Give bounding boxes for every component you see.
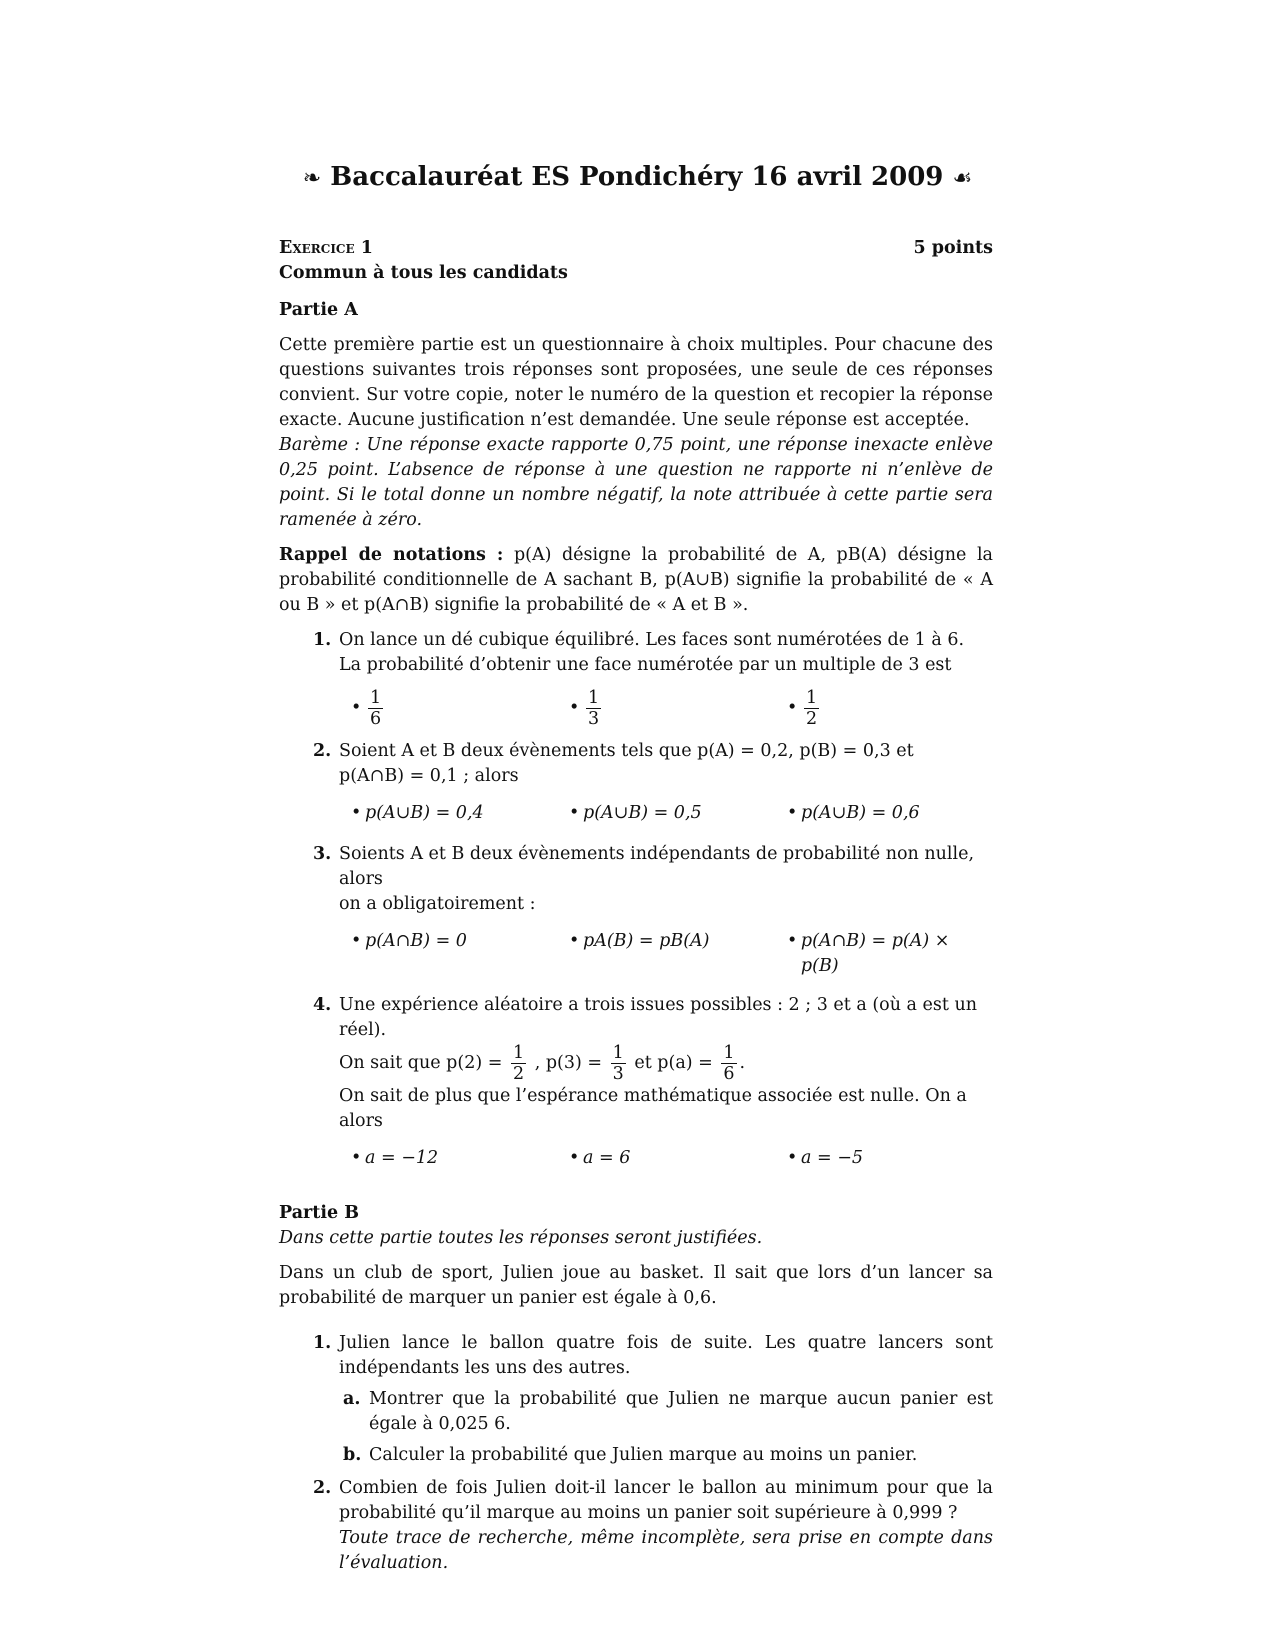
exercise-audience: Commun à tous les candidats bbox=[279, 263, 568, 283]
bullet-icon: • bbox=[569, 1148, 580, 1168]
options bbox=[339, 688, 993, 729]
partA-question-3 bbox=[279, 842, 993, 979]
question-line: p(A∩B) = 0,1 ; alors bbox=[339, 766, 519, 786]
option-text: p(A∪B) = 0,6 bbox=[801, 803, 920, 823]
exercise-points: 5 points bbox=[913, 238, 993, 258]
left-ornament-icon: ❧ bbox=[302, 166, 322, 191]
page-title bbox=[0, 162, 1275, 192]
option-text: a = 6 bbox=[583, 1148, 631, 1168]
option bbox=[775, 688, 993, 729]
fraction bbox=[804, 688, 819, 729]
line-segment: On sait que p(2) = bbox=[339, 1053, 503, 1073]
subquestion-a bbox=[339, 1387, 993, 1437]
exercise-label: Exercice 1 bbox=[279, 238, 373, 258]
partB-question-2 bbox=[279, 1476, 993, 1576]
partA-bareme: Barème : Une réponse exacte rapporte 0,75 point, une réponse inexacte enlève 0,25 point. L’absence de réponse à une question ne rapporte ni n’enlève de point. Si le total donne un nombre négatif, la note attribuée à cette partie sera ramenée à zéro. bbox=[279, 435, 993, 530]
rappel-text: p(A) désigne la probabilité de A, pB(A) désigne la probabilité conditionnelle de A sachant B, p(A∪B) signifie la probabilité de « A ou B » et p(A∩B) signifie la probabilité de « A et B ». bbox=[279, 545, 993, 615]
option bbox=[775, 1146, 993, 1171]
denominator: 2 bbox=[806, 709, 818, 729]
bullet-icon: • bbox=[787, 1148, 798, 1168]
denominator: 3 bbox=[612, 1064, 624, 1084]
question-number: 2. bbox=[313, 1478, 332, 1498]
denominator: 3 bbox=[588, 709, 600, 729]
rappel-label: Rappel de notations : bbox=[279, 545, 504, 565]
partB-note: Dans cette partie toutes les réponses seront justifiées. bbox=[279, 1228, 763, 1248]
question-number: 1. bbox=[313, 1333, 332, 1353]
question-line: On lance un dé cubique équilibré. Les faces sont numérotées de 1 à 6. bbox=[339, 630, 965, 650]
option-text: p(A∪B) = 0,5 bbox=[583, 803, 702, 823]
option-text: p(A∪B) = 0,4 bbox=[365, 803, 484, 823]
rappel-paragraph bbox=[279, 543, 993, 618]
subquestion-b bbox=[339, 1443, 993, 1468]
option bbox=[557, 929, 775, 954]
question-number: 4. bbox=[313, 995, 332, 1015]
subquestion-text: Montrer que la probabilité que Julien ne marque aucun panier est égale à 0,025 6. bbox=[369, 1389, 993, 1434]
bullet-icon: • bbox=[351, 803, 362, 823]
denominator: 6 bbox=[370, 709, 382, 729]
question-number: 3. bbox=[313, 844, 332, 864]
question-text: Julien lance le ballon quatre fois de suite. Les quatre lancers sont indépendants les uns des autres. bbox=[339, 1333, 993, 1378]
partA-question-1 bbox=[279, 628, 993, 729]
option bbox=[339, 929, 557, 954]
question-line: On sait de plus que l’espérance mathématique associée est nulle. On a alors bbox=[339, 1086, 967, 1131]
options bbox=[339, 1146, 993, 1171]
option bbox=[557, 801, 775, 826]
numerator: 1 bbox=[806, 688, 818, 708]
line-segment: et p(a) = bbox=[634, 1053, 713, 1073]
option bbox=[557, 1146, 775, 1171]
question-text: Combien de fois Julien doit-il lancer le ballon au minimum pour que la probabilité qu’il marque au moins un panier soit supérieure à 0,999 ? bbox=[339, 1478, 993, 1523]
subquestion-text: Calculer la probabilité que Julien marque au moins un panier. bbox=[369, 1445, 918, 1465]
partB-heading: Partie B bbox=[279, 1203, 359, 1223]
partA-question-4 bbox=[279, 993, 993, 1171]
question-line: Soient A et B deux évènements tels que p(A) = 0,2, p(B) = 0,3 et bbox=[339, 741, 914, 761]
bullet-icon: • bbox=[787, 698, 798, 718]
fraction bbox=[368, 688, 383, 729]
numerator: 1 bbox=[370, 688, 382, 708]
right-ornament-icon: ☙ bbox=[952, 166, 973, 191]
exercise-header bbox=[279, 236, 993, 261]
option bbox=[775, 929, 975, 979]
fraction bbox=[586, 688, 601, 729]
option-text: pA(B) = pB(A) bbox=[583, 931, 710, 951]
denominator: 2 bbox=[512, 1064, 525, 1084]
numerator: 1 bbox=[512, 1043, 525, 1063]
option bbox=[557, 688, 775, 729]
option bbox=[339, 1146, 557, 1171]
option-text: a = −12 bbox=[365, 1148, 439, 1168]
denominator: 6 bbox=[723, 1064, 735, 1084]
bullet-icon: • bbox=[351, 931, 362, 951]
bullet-icon: • bbox=[787, 931, 798, 951]
bullet-icon: • bbox=[569, 803, 580, 823]
partA-intro: Cette première partie est un questionnaire à choix multiples. Pour chacune des questions suivantes trois réponses sont proposées, une seule de ces réponses convient. Sur votre copie, noter le numéro de la question et recopier la réponse exacte. Aucune justification n’est demandée. Une seule réponse est acceptée. bbox=[279, 335, 993, 430]
fraction bbox=[611, 1043, 626, 1084]
bullet-icon: • bbox=[351, 1148, 362, 1168]
bullet-icon: • bbox=[787, 803, 798, 823]
subquestion-number: a. bbox=[343, 1389, 361, 1409]
question-number: 1. bbox=[313, 630, 332, 650]
question-line: La probabilité d’obtenir une face numérotée par un multiple de 3 est bbox=[339, 655, 952, 675]
line-segment: . bbox=[739, 1053, 746, 1073]
bullet-icon: • bbox=[351, 698, 362, 718]
question-line: Une expérience aléatoire a trois issues possibles : 2 ; 3 et a (où a est un réel). bbox=[339, 995, 978, 1040]
fraction bbox=[511, 1043, 526, 1084]
numerator: 1 bbox=[612, 1043, 624, 1063]
option-text: p(A∩B) = p(A) × p(B) bbox=[800, 931, 950, 976]
option bbox=[339, 801, 557, 826]
option-text: a = −5 bbox=[801, 1148, 864, 1168]
option bbox=[775, 801, 993, 826]
content bbox=[279, 236, 993, 1576]
question-note: Toute trace de recherche, même incomplète, sera prise en compte dans l’évaluation. bbox=[339, 1528, 993, 1573]
subquestion-number: b. bbox=[343, 1445, 362, 1465]
question-line: Soients A et B deux évènements indépendants de probabilité non nulle, alors bbox=[339, 844, 975, 889]
bullet-icon: • bbox=[569, 698, 580, 718]
bullet-icon: • bbox=[569, 931, 580, 951]
option-text: p(A∩B) = 0 bbox=[365, 931, 467, 951]
question-number: 2. bbox=[313, 741, 332, 761]
partA-heading: Partie A bbox=[279, 300, 358, 320]
question-line: on a obligatoirement : bbox=[339, 894, 536, 914]
numerator: 1 bbox=[723, 1043, 735, 1063]
partA-question-2 bbox=[279, 739, 993, 826]
title-text: Baccalauréat ES Pondichéry 16 avril 2009 bbox=[330, 162, 944, 192]
numerator: 1 bbox=[588, 688, 600, 708]
line-segment: , p(3) = bbox=[534, 1053, 603, 1073]
partB-question-1 bbox=[279, 1331, 993, 1468]
partB-intro: Dans un club de sport, Julien joue au basket. Il sait que lors d’un lancer sa probabilité de marquer un panier est égale à 0,6. bbox=[279, 1263, 993, 1308]
options bbox=[339, 801, 993, 826]
question-line bbox=[339, 1043, 993, 1084]
option bbox=[339, 688, 557, 729]
options bbox=[339, 929, 993, 979]
fraction bbox=[721, 1043, 736, 1084]
